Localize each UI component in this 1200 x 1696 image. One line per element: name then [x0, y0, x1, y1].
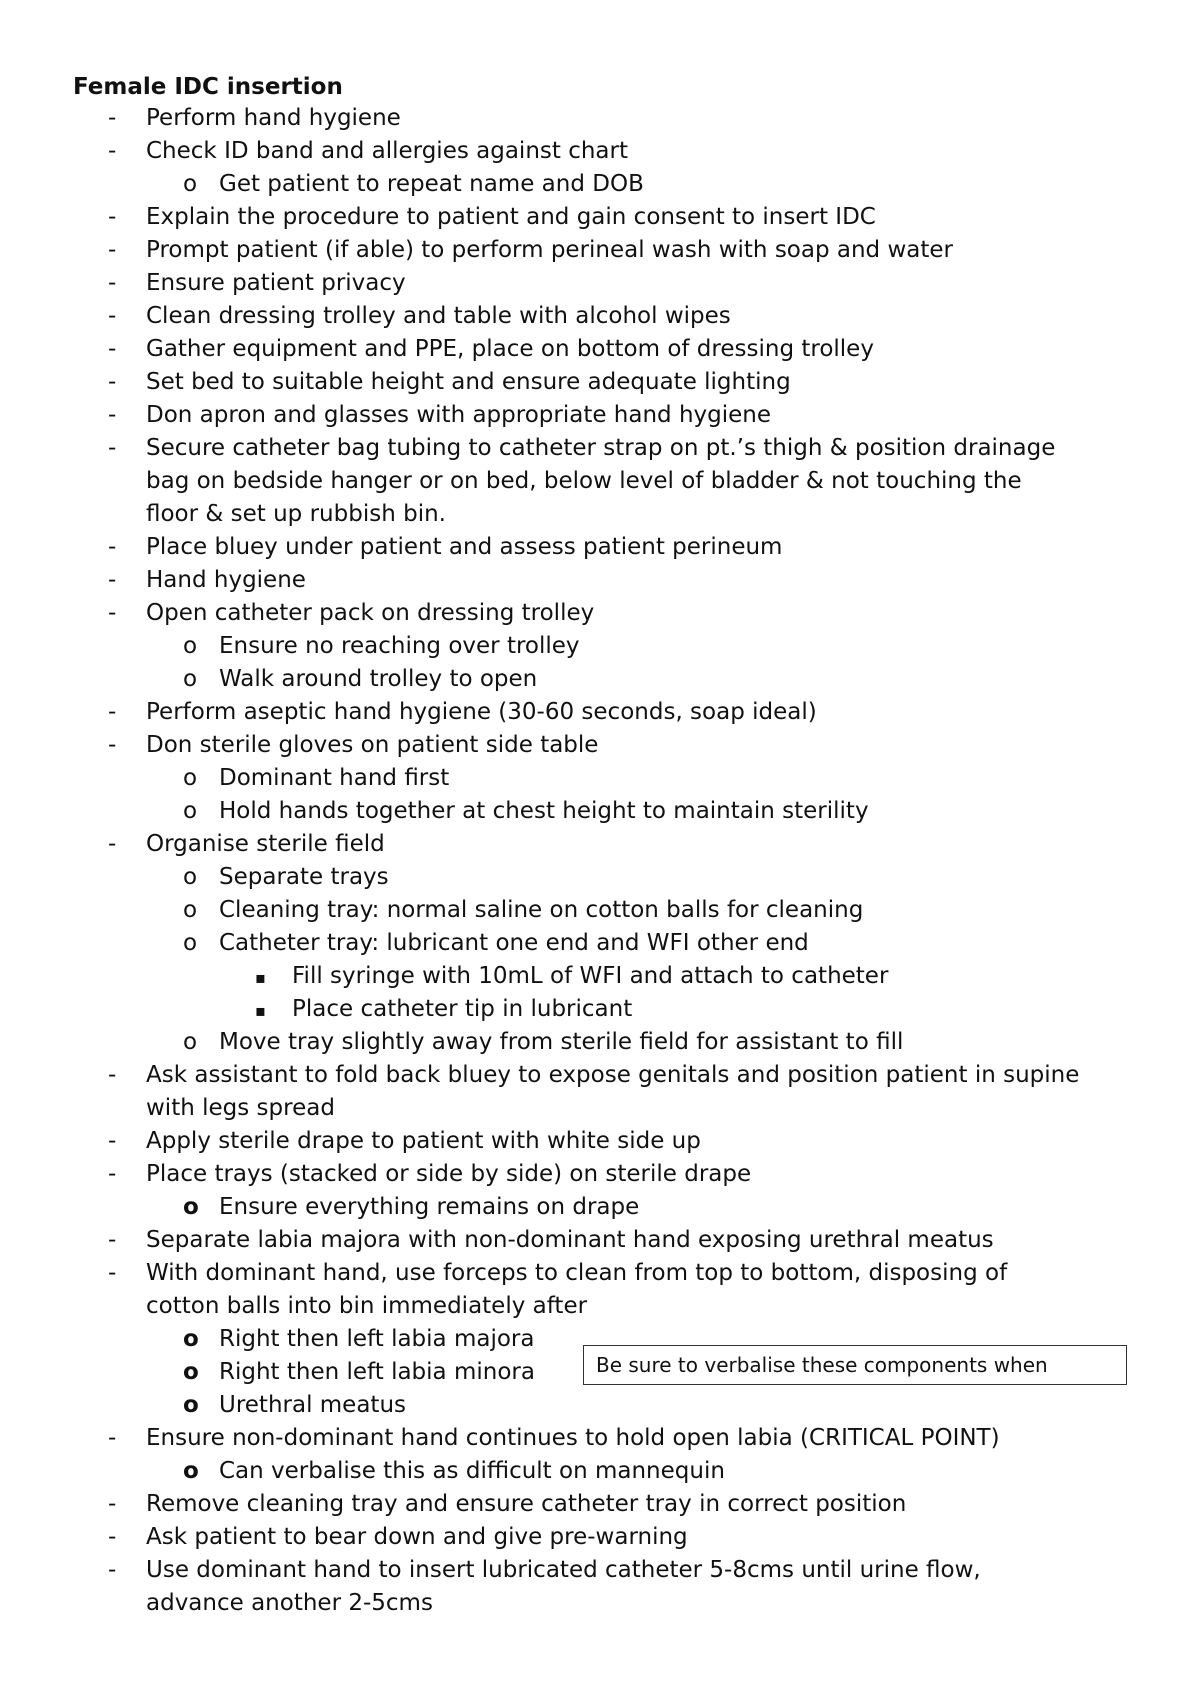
step-item [0, 399, 1200, 432]
step-text: Remove cleaning tray and ensure catheter tray in correct position [146, 1491, 907, 1517]
step-text: Open catheter pack on dressing trolley [146, 600, 595, 626]
circle-bullet-icon: o [183, 1359, 199, 1385]
circle-bullet-icon: o [183, 1029, 198, 1055]
dash-bullet-icon: - [108, 1491, 117, 1517]
step-text: Secure catheter bag tubing to catheter strap on pt.’s thigh & position drainage [146, 435, 1056, 461]
step-line [0, 828, 1200, 861]
step-text: Don apron and glasses with appropriate hand hygiene [146, 402, 772, 428]
sub-step-item [0, 1191, 1200, 1224]
step-line [0, 894, 1200, 927]
dash-bullet-icon: - [108, 369, 117, 395]
step-text: with legs spread [146, 1095, 335, 1121]
circle-bullet-icon: o [183, 1194, 199, 1220]
square-bullet-icon: ▪ [255, 1001, 266, 1020]
dash-bullet-icon: - [108, 237, 117, 263]
circle-bullet-icon: o [183, 1458, 199, 1484]
dash-bullet-icon: - [108, 1161, 117, 1187]
step-item [0, 1224, 1200, 1257]
note-box: Be sure to verbalise these components when [583, 1345, 1127, 1385]
step-text: floor & set up rubbish bin. [146, 501, 446, 527]
dash-bullet-icon: - [108, 1524, 117, 1550]
dash-bullet-icon: - [108, 567, 117, 593]
step-line [0, 1125, 1200, 1158]
sub-step-item [0, 1455, 1200, 1488]
step-item [0, 1422, 1200, 1455]
step-item [0, 1257, 1200, 1323]
step-line [0, 729, 1200, 762]
step-line [0, 1158, 1200, 1191]
step-line [0, 1587, 1200, 1620]
step-line [0, 168, 1200, 201]
dash-bullet-icon: - [108, 204, 117, 230]
step-line [0, 993, 1200, 1026]
step-line [0, 861, 1200, 894]
step-item [0, 366, 1200, 399]
step-item [0, 1554, 1200, 1620]
step-text: Gather equipment and PPE, place on bottom of dressing trolley [146, 336, 874, 362]
dash-bullet-icon: - [108, 831, 117, 857]
step-text: Place catheter tip in lubricant [292, 996, 633, 1022]
step-text: Hand hygiene [146, 567, 306, 593]
step-item [0, 201, 1200, 234]
step-text: Check ID band and allergies against chart [146, 138, 629, 164]
step-text: Organise sterile field [146, 831, 385, 857]
step-item [0, 828, 1200, 861]
sub-sub-step-item [0, 960, 1200, 993]
step-text: bag on bedside hanger or on bed, below level of bladder & not touching the [146, 468, 1022, 494]
step-line [0, 201, 1200, 234]
procedure-step-list [0, 102, 1200, 1620]
step-text: Ensure everything remains on drape [219, 1194, 640, 1220]
step-item [0, 597, 1200, 630]
step-text: Cleaning tray: normal saline on cotton balls for cleaning [219, 897, 864, 923]
step-line [0, 300, 1200, 333]
dash-bullet-icon: - [108, 600, 117, 626]
step-line [0, 927, 1200, 960]
step-line [0, 630, 1200, 663]
sub-step-item [0, 168, 1200, 201]
step-text: Ensure non-dominant hand continues to hold open labia (CRITICAL POINT) [146, 1425, 1000, 1451]
step-line [0, 1455, 1200, 1488]
step-text: Can verbalise this as difficult on mannequin [219, 1458, 725, 1484]
circle-bullet-icon: o [183, 666, 198, 692]
circle-bullet-icon: o [183, 864, 198, 890]
circle-bullet-icon: o [183, 1326, 199, 1352]
step-text: Perform aseptic hand hygiene (30-60 seconds, soap ideal) [146, 699, 817, 725]
dash-bullet-icon: - [108, 270, 117, 296]
step-item [0, 234, 1200, 267]
step-line [0, 135, 1200, 168]
step-item [0, 300, 1200, 333]
step-text: Apply sterile drape to patient with white side up [146, 1128, 701, 1154]
step-line [0, 1389, 1200, 1422]
step-text: Urethral meatus [219, 1392, 407, 1418]
step-text: Ask patient to bear down and give pre-warning [146, 1524, 688, 1550]
step-item [0, 1488, 1200, 1521]
sub-step-item [0, 1026, 1200, 1059]
step-text: Set bed to suitable height and ensure adequate lighting [146, 369, 791, 395]
step-line [0, 1422, 1200, 1455]
step-text: Ensure patient privacy [146, 270, 406, 296]
step-text: Ensure no reaching over trolley [219, 633, 580, 659]
step-text: Hold hands together at chest height to maintain sterility [219, 798, 869, 824]
circle-bullet-icon: o [183, 798, 198, 824]
dash-bullet-icon: - [108, 105, 117, 131]
circle-bullet-icon: o [183, 930, 198, 956]
sub-step-item [0, 861, 1200, 894]
step-item [0, 531, 1200, 564]
step-line [0, 1191, 1200, 1224]
step-line [0, 366, 1200, 399]
dash-bullet-icon: - [108, 1425, 117, 1451]
step-item [0, 432, 1200, 531]
step-line [0, 267, 1200, 300]
step-text: Use dominant hand to insert lubricated catheter 5-8cms until urine flow, [146, 1557, 981, 1583]
step-line [0, 795, 1200, 828]
step-item [0, 1125, 1200, 1158]
step-line [0, 1026, 1200, 1059]
step-item [0, 696, 1200, 729]
step-text: Right then left labia majora [219, 1326, 535, 1352]
circle-bullet-icon: o [183, 765, 198, 791]
step-item [0, 1059, 1200, 1125]
document-title: Female IDC insertion [73, 74, 343, 100]
sub-step-item [0, 795, 1200, 828]
dash-bullet-icon: - [108, 138, 117, 164]
step-item [0, 729, 1200, 762]
step-text: Catheter tray: lubricant one end and WFI other end [219, 930, 809, 956]
step-line [0, 696, 1200, 729]
step-line [0, 762, 1200, 795]
step-line [0, 234, 1200, 267]
sub-step-item [0, 663, 1200, 696]
step-text: Don sterile gloves on patient side table [146, 732, 599, 758]
step-line [0, 1521, 1200, 1554]
step-text: Clean dressing trolley and table with alcohol wipes [146, 303, 731, 329]
step-line [0, 597, 1200, 630]
step-text: Explain the procedure to patient and gain consent to insert IDC [146, 204, 876, 230]
sub-step-item [0, 927, 1200, 960]
circle-bullet-icon: o [183, 1392, 199, 1418]
step-item [0, 1158, 1200, 1191]
step-text: Separate labia majora with non-dominant hand exposing urethral meatus [146, 1227, 994, 1253]
step-text: advance another 2-5cms [146, 1590, 433, 1616]
step-item [0, 564, 1200, 597]
step-text: Dominant hand first [219, 765, 450, 791]
square-bullet-icon: ▪ [255, 968, 266, 987]
step-line [0, 465, 1200, 498]
step-item [0, 135, 1200, 168]
sub-sub-step-item [0, 993, 1200, 1026]
dash-bullet-icon: - [108, 1557, 117, 1583]
sub-step-item [0, 1389, 1200, 1422]
step-line [0, 498, 1200, 531]
step-item [0, 333, 1200, 366]
step-item [0, 267, 1200, 300]
step-text: Fill syringe with 10mL of WFI and attach to catheter [292, 963, 889, 989]
dash-bullet-icon: - [108, 336, 117, 362]
step-line [0, 333, 1200, 366]
step-line [0, 564, 1200, 597]
step-text: With dominant hand, use forceps to clean from top to bottom, disposing of [146, 1260, 1008, 1286]
step-line [0, 1224, 1200, 1257]
step-line [0, 531, 1200, 564]
step-line [0, 432, 1200, 465]
step-text: Move tray slightly away from sterile field for assistant to fill [219, 1029, 904, 1055]
dash-bullet-icon: - [108, 1260, 117, 1286]
dash-bullet-icon: - [108, 1227, 117, 1253]
step-text: Walk around trolley to open [219, 666, 538, 692]
step-text: Prompt patient (if able) to perform perineal wash with soap and water [146, 237, 953, 263]
circle-bullet-icon: o [183, 633, 198, 659]
step-text: cotton balls into bin immediately after [146, 1293, 588, 1319]
step-line [0, 663, 1200, 696]
sub-step-item [0, 630, 1200, 663]
step-text: Ask assistant to fold back bluey to expose genitals and position patient in supine [146, 1062, 1080, 1088]
step-line [0, 960, 1200, 993]
dash-bullet-icon: - [108, 732, 117, 758]
step-line [0, 1257, 1200, 1290]
step-text: Right then left labia minora [219, 1359, 535, 1385]
dash-bullet-icon: - [108, 1128, 117, 1154]
dash-bullet-icon: - [108, 699, 117, 725]
step-item [0, 102, 1200, 135]
dash-bullet-icon: - [108, 303, 117, 329]
circle-bullet-icon: o [183, 897, 198, 923]
step-item [0, 1521, 1200, 1554]
dash-bullet-icon: - [108, 402, 117, 428]
step-text: Place bluey under patient and assess patient perineum [146, 534, 783, 560]
sub-step-item [0, 762, 1200, 795]
step-text: Perform hand hygiene [146, 105, 401, 131]
sub-step-item [0, 894, 1200, 927]
dash-bullet-icon: - [108, 1062, 117, 1088]
step-line [0, 1290, 1200, 1323]
step-line [0, 1092, 1200, 1125]
circle-bullet-icon: o [183, 171, 198, 197]
step-line [0, 102, 1200, 135]
step-text: Separate trays [219, 864, 389, 890]
step-text: Place trays (stacked or side by side) on sterile drape [146, 1161, 752, 1187]
step-line [0, 1488, 1200, 1521]
step-line [0, 1554, 1200, 1587]
dash-bullet-icon: - [108, 534, 117, 560]
step-text: Get patient to repeat name and DOB [219, 171, 644, 197]
dash-bullet-icon: - [108, 435, 117, 461]
step-line [0, 399, 1200, 432]
step-line [0, 1059, 1200, 1092]
